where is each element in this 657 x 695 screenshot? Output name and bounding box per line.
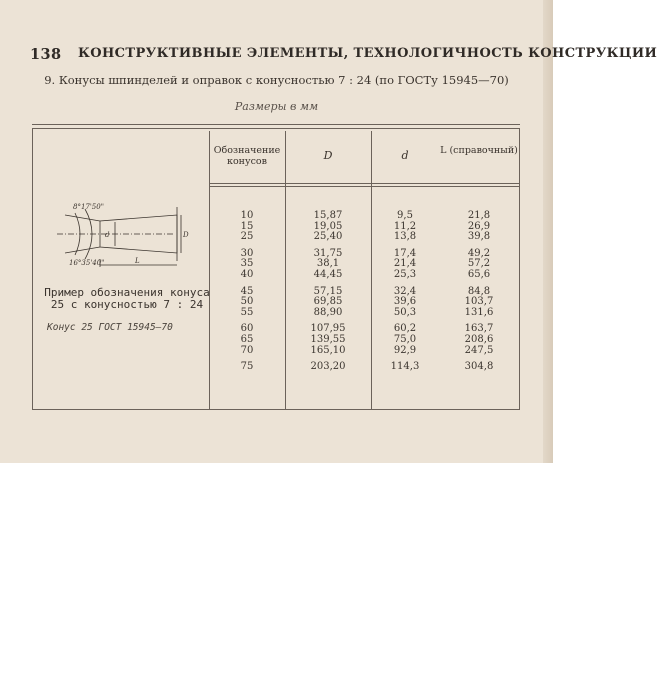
d-cell: 92,9 [393,344,417,356]
example-caption: Пример обозначения конуса 25 с конусностью 7 : 24 [44,286,210,311]
column-designation [209,211,285,373]
column-D [285,211,371,373]
d-cell: 75,0 [393,333,417,345]
D-cell: 57,15 [313,285,343,297]
column-L [439,211,519,373]
cone-designation-cell: 45 [240,285,254,297]
L-cell: 247,5 [464,344,494,356]
d-cell: 32,4 [393,285,417,297]
cone-designation-cell: 25 [240,231,254,243]
D-cell: 139,55 [310,333,346,345]
L-cell: 26,9 [467,220,491,232]
table-top-rule [32,124,520,125]
cone-designation-cell: 50 [240,296,254,308]
cone-designation-cell: 30 [240,247,254,259]
header-L: L (справочный) [440,145,518,156]
angle-top-label: 8°17'50" [73,203,104,211]
L-cell: 21,8 [467,210,491,221]
header-separator [209,186,519,187]
L-cell: 131,6 [464,306,494,318]
L-cell: 304,8 [464,361,494,373]
D-cell: 25,40 [313,231,343,243]
d-cell: 114,3 [390,361,420,373]
example-designation: Конус 25 ГОСТ 15945—70 [47,322,173,333]
D-cell: 203,20 [310,361,346,373]
cone-designation-cell: 10 [240,210,254,221]
d-cell: 17,4 [393,247,417,259]
running-title: КОНСТРУКТИВНЫЕ ЭЛЕМЕНТЫ, ТЕХНОЛОГИЧНОСТЬ КОНСТРУКЦИИ [78,46,657,61]
angle-bottom-label: 16°35'40" [69,259,105,267]
L-cell: 208,6 [464,333,494,345]
L-cell: 57,2 [467,258,491,270]
D-cell: 88,90 [313,306,343,318]
cone-designation-cell: 70 [240,344,254,356]
column-d [371,211,439,373]
page-header [30,46,657,64]
L-cell: 65,6 [467,268,491,280]
cone-drawing [55,201,195,281]
cone-designation-cell: 40 [240,268,254,280]
cone-designation-cell: 65 [240,333,254,345]
dimensions-table [32,128,520,410]
units-note: Размеры в мм [234,100,319,113]
cone-designation-cell: 15 [240,220,254,232]
cone-designation-cell: 35 [240,258,254,270]
D-cell: 19,05 [313,220,343,232]
d-cell: 50,3 [393,306,417,318]
d-cell: 25,3 [393,268,417,280]
diameter-D-label: D [183,231,189,239]
d-cell: 21,4 [393,258,417,270]
D-cell: 69,85 [313,296,343,308]
header-cone-designation: Обозначение конусов [213,145,281,167]
table-caption: 9. Конусы шпинделей и оправок с конусностью 7 : 24 (по ГОСТу 15945—70) [44,73,509,87]
header-separator [209,183,519,184]
L-cell: 84,8 [467,285,491,297]
cone-designation-cell: 60 [240,323,254,335]
D-cell: 107,95 [310,323,346,335]
d-cell: 11,2 [393,220,417,232]
page-number: 138 [30,46,62,63]
L-cell: 163,7 [464,323,494,335]
header-D: D [323,149,333,162]
page-edge-shadow [543,0,553,463]
d-cell: 60,2 [393,323,417,335]
d-cell: 9,5 [397,210,413,221]
d-cell: 13,8 [393,231,417,243]
L-cell: 103,7 [464,296,494,308]
D-cell: 165,10 [310,344,346,356]
diameter-d-label: d [105,231,110,239]
cone-designation-cell: 55 [240,306,254,318]
L-cell: 49,2 [467,247,491,259]
length-L-label: L [135,257,140,265]
cone-designation-cell: 75 [240,361,254,373]
header-d: d [401,149,409,162]
L-cell: 39,8 [467,231,491,243]
d-cell: 39,6 [393,296,417,308]
D-cell: 15,87 [313,210,343,221]
D-cell: 38,1 [316,258,340,270]
D-cell: 31,75 [313,247,343,259]
D-cell: 44,45 [313,268,343,280]
